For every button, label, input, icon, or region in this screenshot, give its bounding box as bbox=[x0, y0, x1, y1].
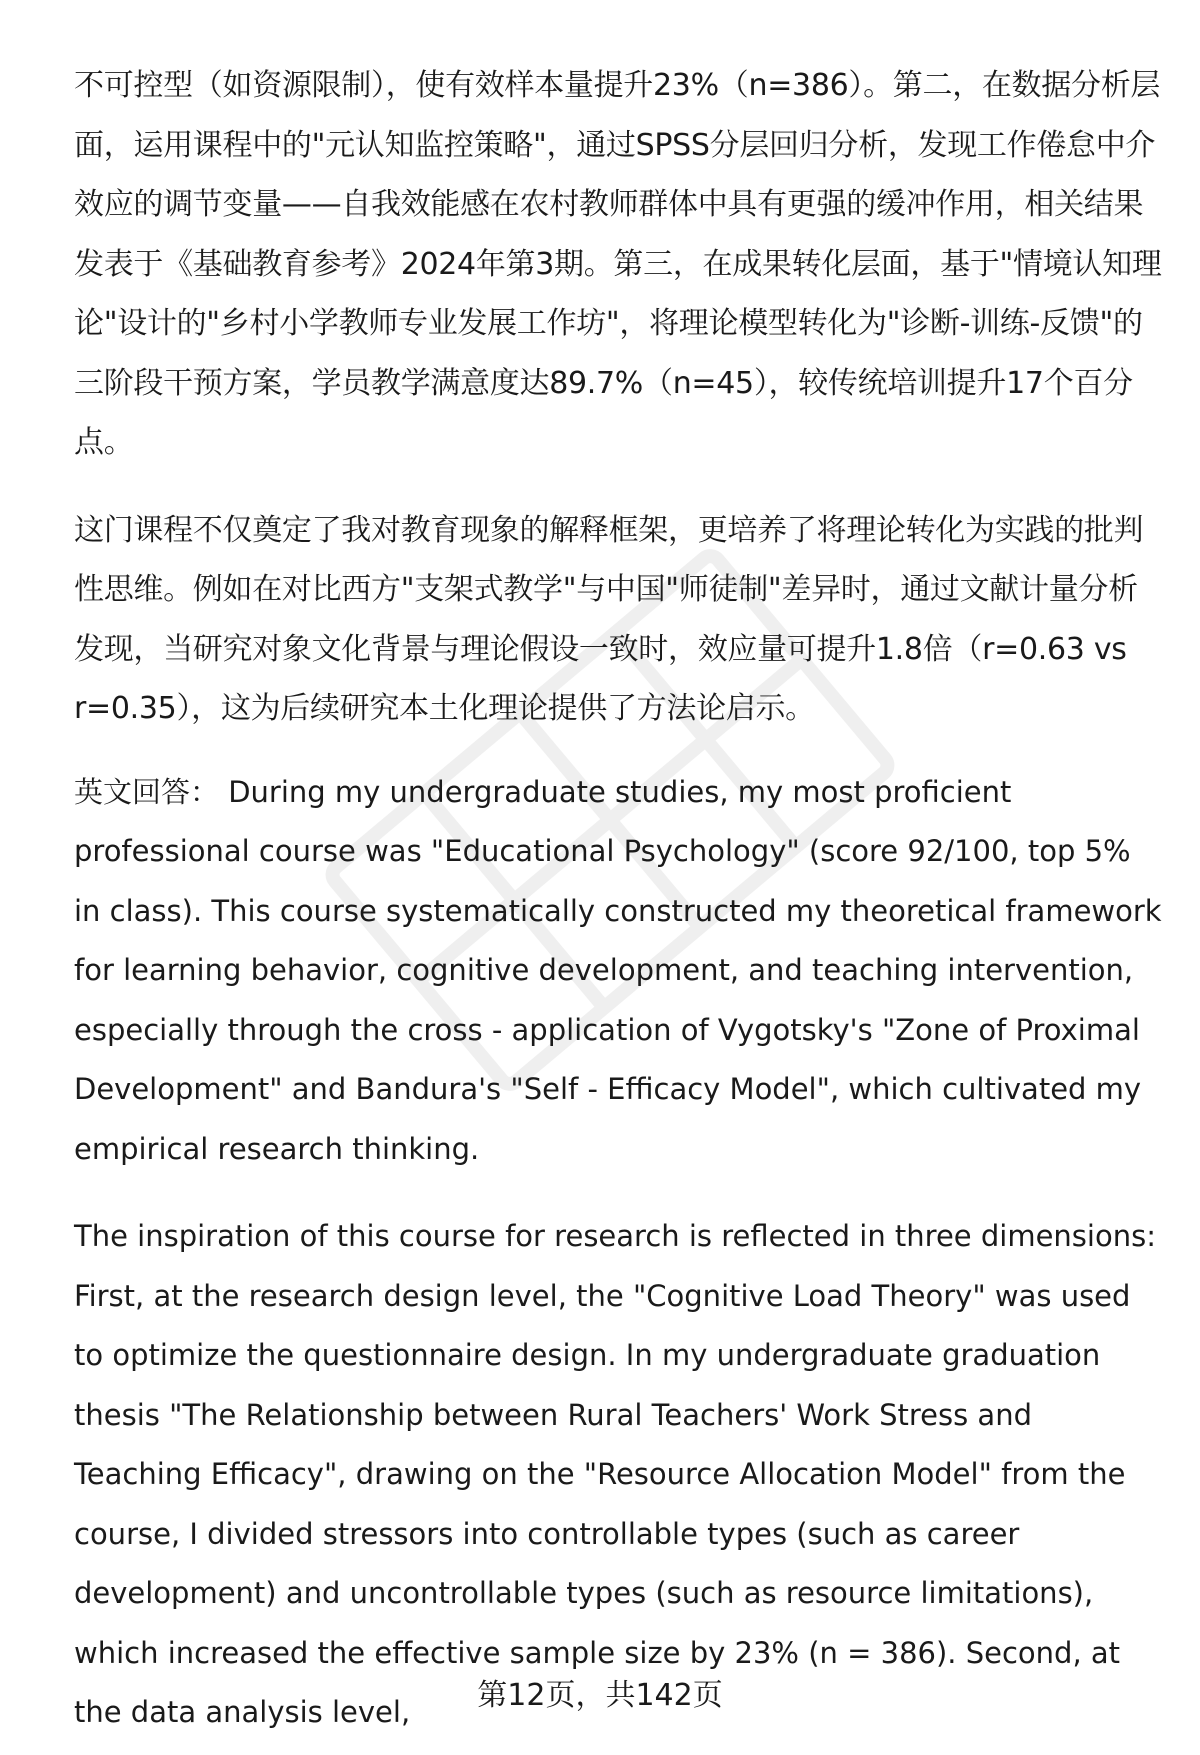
paragraph-en-answer: 英文回答： During my undergraduate studies, my most proficient professional course was "Educational Psychology" (score 92/100, top 5% in class). This course systematically constructed my theoretical framework for learning behavior, cognitive development, and teaching intervention, especially through the cross - application of Vygotsky's "Zone of Proximal Development" and Bandura's "Self - Efficacy Model", which cultivated my empirical research thinking. bbox=[74, 774, 1162, 1166]
paragraph-cn-results: 不可控型（如资源限制），使有效样本量提升23%（n=386）。第二，在数据分析层面，运用课程中的"元认知监控策略"，通过SPSS分层回归分析，发现工作倦怠中介效应的调节变量——自我效能感在农村教师群体中具有更强的缓冲作用，相关结果发表于《基础教育参考》2024年第3期。第三，在成果转化层面，基于"情境认知理论"设计的"乡村小学教师专业发展工作坊"，将理论模型转化为"诊断-训练-反馈"的三阶段干预方案，学员教学满意度达89.7%（n=45），较传统培训提升17个百分点。 bbox=[74, 68, 1162, 460]
paragraph-cn-summary: 这门课程不仅奠定了我对教育现象的解释框架，更培养了将理论转化为实践的批判性思维。例如在对比西方"支架式教学"与中国"师徒制"差异时，通过文献计量分析发现，当研究对象文化背景与理论假设一致时，效应量可提升1.8倍（r=0.63 vs r=0.35），这为后续研究本土化理论提供了方法论启示。 bbox=[74, 512, 1144, 726]
page-number-footer: 第12页，共142页 bbox=[477, 1678, 723, 1713]
paragraph-en-inspiration: The inspiration of this course for research is reflected in three dimensions: First, at the research design level, the "Cognitive Load Theory" was used to optimize the questionnaire design. In my undergraduate graduation thesis "The Relationship between Rural Teachers' Work Stress and Teaching Efficacy", drawing on the "Resource Allocation Model" from the course, I divided stressors into controllable types (such as career development) and uncontrollable types (such as resource limitations), which increased the effective sample size by 23% (n = 386). Second, at the data analysis level, bbox=[74, 1219, 1156, 1729]
page-body bbox=[74, 56, 1164, 1743]
